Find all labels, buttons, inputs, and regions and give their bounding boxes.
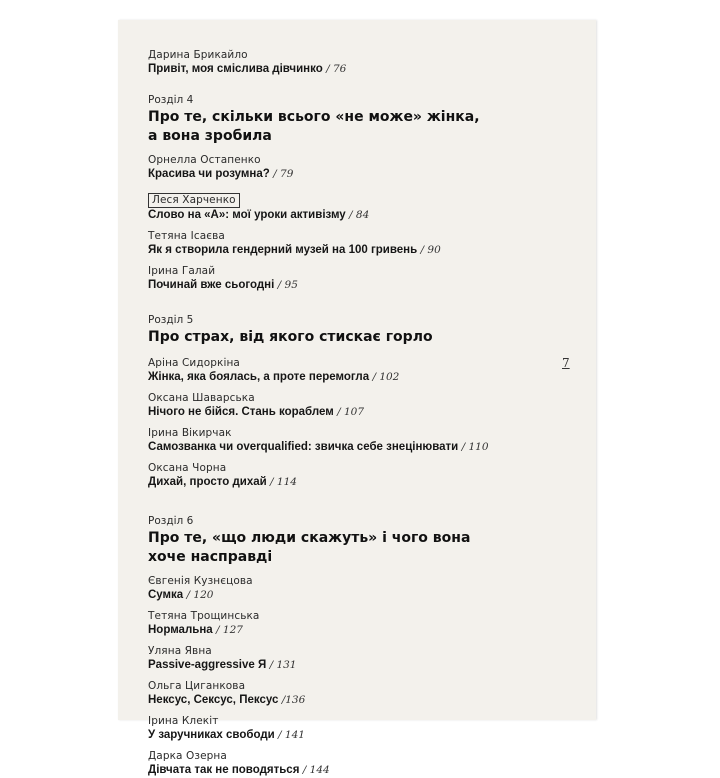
section-title: Про те, скільки всього «не може» жінка, а вона зробила — [148, 109, 480, 144]
entry-title: Слово на «А»: мої уроки активізму / 84 — [148, 209, 370, 221]
entry-page: / 79 — [269, 168, 294, 180]
entry-title: Красива чи розумна? / 79 — [148, 168, 294, 180]
section-4 — [148, 93, 568, 293]
toc-entry — [148, 426, 568, 455]
entry-author: Тетяна Ісаєва — [148, 230, 225, 242]
entry-author: Євгенія Кузнєцова — [148, 575, 253, 587]
entry-title: Нормальна / 127 — [148, 624, 243, 636]
entry-page: / 84 — [345, 209, 370, 221]
entry-author: Ірина Вікирчак — [148, 427, 232, 439]
entry-title: Нічого не бійся. Стань кораблем / 107 — [148, 406, 365, 418]
entry-author: Орнелла Остапенко — [148, 154, 261, 166]
toc-entry — [148, 714, 568, 743]
entry-title: Починай вже сьогодні / 95 — [148, 279, 298, 291]
entry-page: / 144 — [299, 764, 330, 776]
entry-page: / 110 — [458, 441, 489, 453]
toc-entry — [148, 264, 568, 293]
entry-title: Привіт, моя сміслива дівчинко / 76 — [148, 63, 347, 75]
section-label: Розділ 6 — [148, 515, 194, 527]
entry-author: Тетяна Трощинська — [148, 610, 260, 622]
entry-title: Самозванка чи overqualified: звичка себе знецінювати / 110 — [148, 441, 489, 453]
entry-author: Уляна Явна — [148, 645, 212, 657]
entry-page: / 95 — [274, 279, 298, 291]
entry-author: Ірина Галай — [148, 265, 216, 277]
entry-page: / 141 — [274, 729, 305, 741]
toc-entry — [148, 679, 568, 708]
entry-title: У заручниках свободи / 141 — [148, 729, 305, 741]
entry-page: / 114 — [266, 476, 297, 488]
toc-entry — [148, 229, 568, 258]
entry-page: / 120 — [183, 589, 214, 601]
page-number: 7 — [562, 356, 570, 370]
entry-page: / 107 — [333, 406, 365, 418]
toc-entry — [148, 609, 568, 638]
entry-title: Як я створила гендерний музей на 100 гривень / 90 — [148, 244, 441, 256]
toc-entry — [148, 153, 568, 182]
entry-page: /136 — [278, 694, 306, 706]
section-6 — [148, 514, 568, 778]
entry-title: Дівчата так не поводяться / 144 — [148, 764, 330, 776]
toc-entry — [148, 749, 568, 778]
section-label: Розділ 5 — [148, 314, 194, 326]
entry-title: Жінка, яка боялась, а проте перемогла / 102 — [148, 371, 400, 383]
toc-entry — [148, 188, 568, 223]
toc-entry — [148, 48, 568, 77]
entry-author: Ольга Циганкова — [148, 680, 246, 692]
table-of-contents — [148, 48, 568, 778]
entry-title: Passive-aggressive Я / 131 — [148, 659, 297, 671]
entry-page: / 127 — [212, 624, 243, 636]
entry-author: Оксана Шаварська — [148, 392, 255, 404]
entry-title: Сумка / 120 — [148, 589, 214, 601]
toc-entry — [148, 356, 568, 385]
section-5 — [148, 313, 568, 490]
entry-author: Ірина Клекіт — [148, 715, 219, 727]
entry-page: / 131 — [266, 659, 297, 671]
book-page — [118, 20, 596, 776]
entry-author: Аріна Сидоркіна — [148, 357, 240, 369]
toc-entry — [148, 461, 568, 490]
entry-page: / 90 — [417, 244, 441, 256]
toc-entry — [148, 391, 568, 420]
entry-author: Дарина Брикайло — [148, 49, 248, 61]
toc-entry — [148, 574, 568, 603]
entry-author-highlighted: Леся Харченко — [148, 193, 240, 208]
entry-title: Нексус, Сексус, Пексус /136 — [148, 694, 306, 706]
entry-author: Дарка Озерна — [148, 750, 227, 762]
section-title: Про те, «що люди скажуть» і чого вона хоче насправді — [148, 530, 471, 565]
entry-page: / 76 — [322, 63, 347, 75]
toc-entry — [148, 644, 568, 673]
section-label: Розділ 4 — [148, 94, 194, 106]
entry-page: / 102 — [369, 371, 400, 383]
section-title: Про страх, від якого стискає горло — [148, 329, 433, 345]
entry-title: Дихай, просто дихай / 114 — [148, 476, 297, 488]
entry-author: Оксана Чорна — [148, 462, 227, 474]
